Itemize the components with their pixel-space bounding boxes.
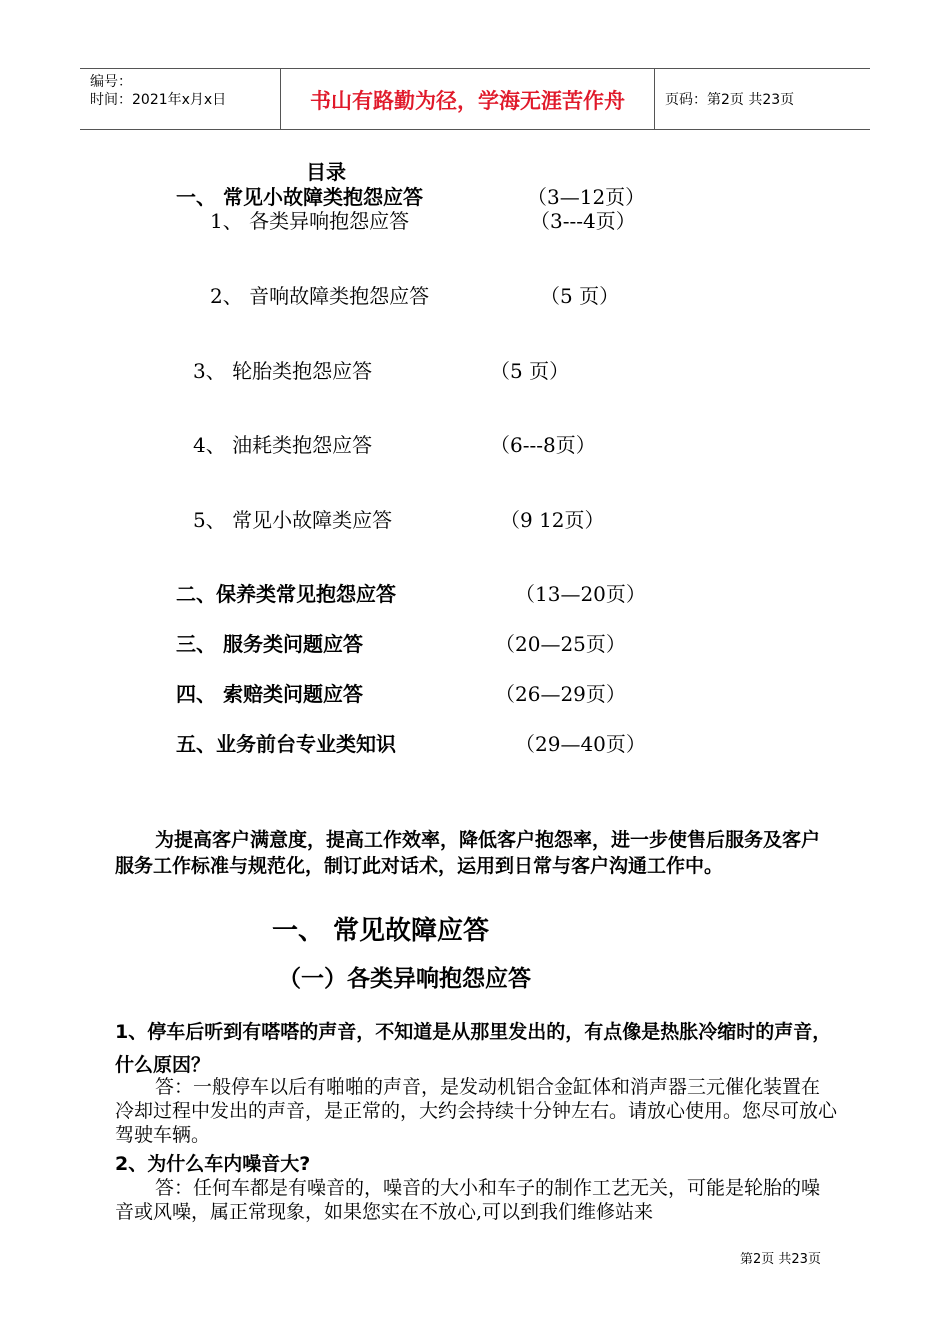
toc-item-pages: （20—25页） bbox=[495, 632, 626, 656]
toc-item-label: 4、 油耗类抱怨应答 bbox=[193, 433, 373, 457]
toc-item-pages: （3—12页） bbox=[527, 185, 646, 209]
answer-2: 答：任何车都是有噪音的，噪音的大小和车子的制作工艺无关，可能是轮胎的噪音或风噪，属正常现象，如果您实在不放心,可以到我们维修站来 bbox=[115, 1177, 821, 1223]
toc-item-label: 五、业务前台专业类知识 bbox=[176, 732, 396, 756]
intro-paragraph: 为提高客户满意度，提高工作效率，降低客户抱怨率，进一步使售后服务及客户服务工作标准与规范化，制订此对话术，运用到日常与客户沟通工作中。 bbox=[115, 829, 821, 877]
toc-item-pages: （6---8页） bbox=[490, 433, 596, 457]
header-time: 时间：2021年x月x日 bbox=[90, 92, 227, 108]
toc-item-pages: （13—20页） bbox=[515, 582, 646, 606]
subsection-title: （一）各类异响抱怨应答 bbox=[278, 966, 531, 992]
toc-item-pages: （3---4页） bbox=[530, 209, 636, 233]
toc-item-label: 三、 服务类问题应答 bbox=[176, 632, 363, 656]
toc-item-label: 一、 常见小故障类抱怨应答 bbox=[176, 185, 423, 209]
toc-item-label: 1、 各类异响抱怨应答 bbox=[210, 209, 410, 233]
toc-item-pages: （29—40页） bbox=[515, 732, 646, 756]
header-meta-cell bbox=[80, 69, 281, 129]
header-page: 页码：第2页 共23页 bbox=[665, 92, 795, 108]
toc-item-pages: （5 页） bbox=[490, 359, 570, 383]
toc-title: 目录 bbox=[306, 160, 346, 184]
header-motto-cell bbox=[281, 69, 655, 129]
header-motto: 书山有路勤为径，学海无涯苦作舟 bbox=[310, 89, 625, 113]
toc-item-pages: （9 12页） bbox=[500, 508, 605, 532]
toc-item-label: 四、 索赔类问题应答 bbox=[176, 682, 363, 706]
header-number: 编号： bbox=[90, 74, 132, 90]
toc-item-label: 二、保养类常见抱怨应答 bbox=[176, 582, 396, 606]
page-header bbox=[80, 68, 870, 130]
question-2: 2、为什么车内噪音大? bbox=[115, 1153, 311, 1175]
toc-item-label: 2、 音响故障类抱怨应答 bbox=[210, 284, 430, 308]
answer-1: 答：一般停车以后有啪啪的声音，是发动机铝合金缸体和消声器三元催化装置在冷却过程中发出的声音，是正常的，大约会持续十分钟左右。请放心使用。您尽可放心驾驶车辆。 bbox=[115, 1076, 838, 1146]
page-footer: 第2页 共23页 bbox=[740, 1252, 821, 1267]
header-page-cell bbox=[655, 69, 870, 129]
toc-item-label: 5、 常见小故障类应答 bbox=[193, 508, 393, 532]
section-title: 一、 常见故障应答 bbox=[272, 916, 490, 946]
toc-item-label: 3、 轮胎类抱怨应答 bbox=[193, 359, 373, 383]
toc-item-pages: （26—29页） bbox=[495, 682, 626, 706]
question-1: 1、停车后听到有嗒嗒的声音，不知道是从那里发出的，有点像是热胀冷缩时的声音，什么原因？ bbox=[115, 1021, 832, 1076]
toc-item-pages: （5 页） bbox=[540, 284, 620, 308]
